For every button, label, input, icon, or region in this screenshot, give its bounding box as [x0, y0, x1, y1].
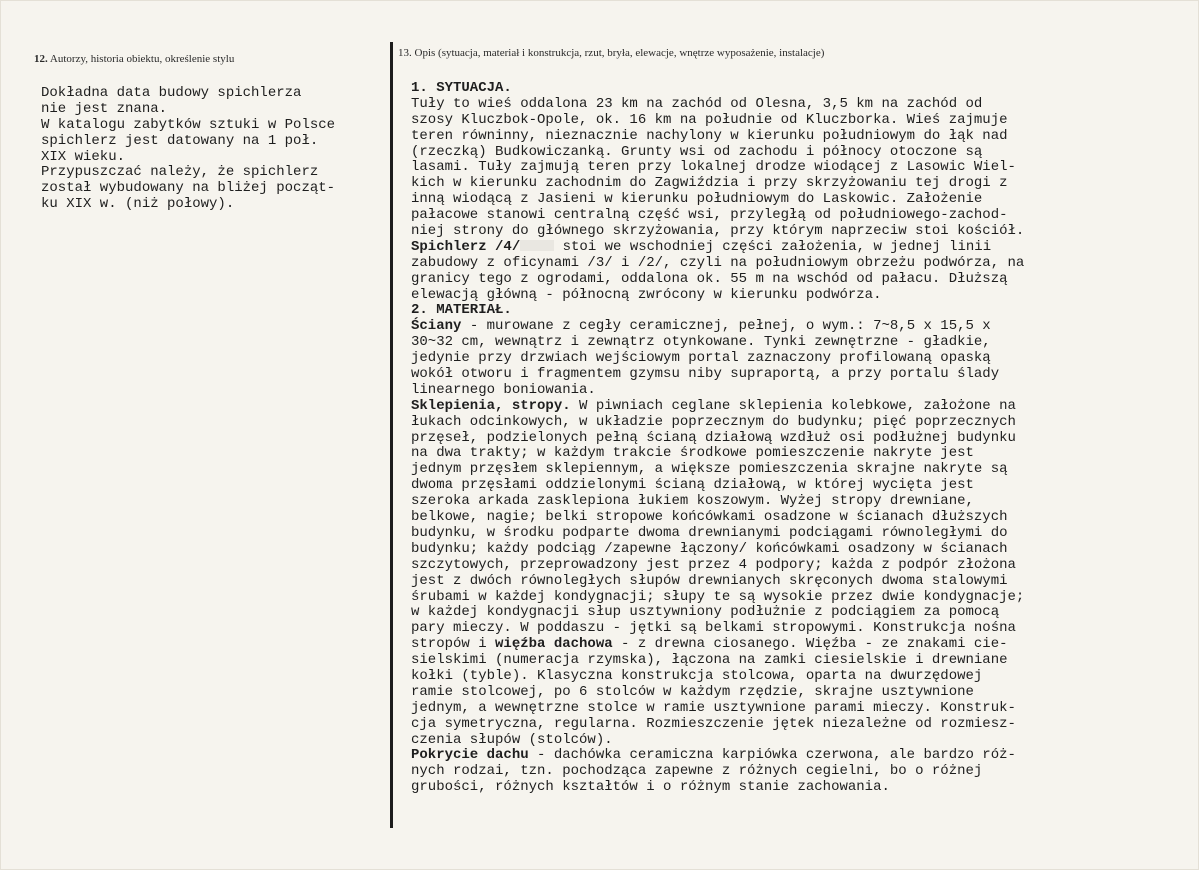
bold-heading-run: 1. SYTUACJA. [411, 80, 512, 96]
text-run: cja symetryczna, regularna. Rozmieszczenie jętek niezależne od rozmiesz- [411, 715, 1016, 732]
description-line [411, 431, 1024, 447]
text-run: 30~32 cm, wewnątrz i zewnątrz otynkowane. Tynki zewnętrzne - gładkie, [411, 334, 991, 351]
text-run: - murowane z cegły ceramicznej, pełnej, o wym.: 7~8,5 x 15,5 x [461, 318, 991, 335]
description-line [411, 240, 1024, 256]
description-line [411, 272, 1024, 288]
bold-heading-run: 2. MATERIAŁ. [411, 302, 512, 319]
description-line [411, 351, 1024, 367]
text-run: belkowe, nagie; belki stropowe końcówkami osadzone w ścianach dłuższych [411, 509, 1008, 526]
field-13-number: 13. [398, 47, 412, 59]
text-run: teren równinny, nieznacznie nachylony w kierunku południowym do łąk nad [411, 127, 1008, 144]
text-run: pary mieczy. W poddaszu - jętki są belkami stropowymi. Konstrukcja nośna [411, 620, 1016, 637]
field-13-title: Opis (sytuacja, materiał i konstrukcja, rzut, bryła, elewacje, wnętrze wyposażenie, instalacje) [414, 47, 825, 59]
description-line [411, 176, 1024, 192]
history-line: nie jest znana. [41, 100, 168, 117]
description-line [411, 256, 1024, 272]
history-line: Dokładna data budowy spichlerza [41, 85, 302, 101]
description-line [411, 605, 1024, 621]
text-run: jednym, a wewnętrzne stolce w ramie usztywnione parami mieczy. Konstruk- [411, 699, 1016, 716]
text-run: elewacją główną - północną zwrócony w kierunku podwórza. [411, 286, 882, 303]
description-line [411, 780, 1024, 796]
description-line [411, 637, 1024, 653]
text-run: lasami. Tuły zajmują teren przy lokalnej drodze wiodącej z Lasowic Wiel- [411, 159, 1016, 176]
text-run: (rzeczką) Budkowiczanką. Grunty wsi od zachodu i północy otoczone są [411, 143, 983, 160]
description-line [411, 764, 1024, 780]
text-run: stropów i [411, 636, 496, 653]
text-run: W piwniach ceglane sklepienia kolebkowe, założone na [570, 397, 1016, 414]
text-run: Tuły to wieś oddalona 23 km na zachód od Olesna, 3,5 km na zachód od [411, 95, 983, 112]
text-run: inną wiodącą z Jasieni w kierunku południowym do Laskowic. Założenie [411, 191, 983, 208]
history-line: XIX wieku. [41, 148, 126, 165]
history-line: ku XIX w. (niż połowy). [41, 196, 235, 213]
description-line [411, 319, 1024, 335]
text-run: budynku; każdy podciąg /zapewne łączony/ końcówkami osadzony w ścianach [411, 540, 1008, 557]
text-run: stoi we wschodniej części założenia, w jednej linii [554, 238, 992, 255]
bold-heading-run: więźba dachowa [495, 636, 613, 653]
text-run: wokół otworu i fragmentem gzymsu niby supraportą, a przy portalu ślady [411, 366, 1000, 383]
description-line [411, 748, 1024, 764]
description-text [411, 81, 1024, 796]
history-text [41, 86, 335, 213]
field-13-label [398, 47, 824, 59]
bold-heading-run: Pokrycie dachu [411, 747, 529, 764]
column-divider [390, 42, 393, 828]
description-line [411, 192, 1024, 208]
text-run: czenia słupów (stolców). [411, 731, 613, 748]
description-line [411, 288, 1024, 304]
history-line: spichlerz jest datowany na 1 poł. [41, 132, 319, 149]
description-line [411, 621, 1024, 637]
description-line [411, 145, 1024, 161]
text-run: jest z dwóch równoległych słupów drewnianych skręconych dwoma stalowymi [411, 572, 1008, 589]
text-run: szeroka arkada zasklepiona łukiem koszowym. Wyżej stropy drewniane, [411, 493, 974, 510]
description-line [411, 383, 1024, 399]
description-line [411, 462, 1024, 478]
text-run: nych rodzai, tzn. pochodząca zapewne z różnych cegielni, bo o różnej [411, 763, 983, 780]
description-line [411, 717, 1024, 733]
text-run: grubości, różnych kształtów i o różnym stanie zachowania. [411, 779, 890, 796]
field-12-title: Autorzy, historia obiektu, określenie stylu [49, 53, 235, 65]
description-line [411, 129, 1024, 145]
text-run: szosy Kluczbok-Opole, ok. 16 km na południe od Kluczborka. Wieś zajmuje [411, 111, 1008, 128]
text-run: budynku, w środku podparte dwoma drewnianymi podciągami równoległymi do [411, 524, 1008, 541]
text-run: - dachówka ceramiczna karpiówka czerwona, ale bardzo róż- [528, 747, 1016, 764]
text-run: granicy tego z ogrodami, oddalona ok. 55 m na wschód od pałacu. Dłuższą [411, 270, 1008, 287]
text-run: linearnego boniowania. [411, 381, 596, 398]
description-line [411, 701, 1024, 717]
text-run: pałacowe stanowi centralną część wsi, przyległą od południowego-zachod- [411, 207, 1008, 224]
text-run: łukach odcinkowych, w układzie poprzecznym do budynku; pięć poprzecznych [411, 413, 1016, 430]
field-12-number: 12. [34, 53, 48, 65]
bold-heading-run: Ściany [411, 318, 462, 335]
text-run: kołki (tyble). Klasyczna konstrukcja stolcowa, oparta na dwurzędowej [411, 667, 983, 684]
text-run: dwoma przęsłami oddzielonymi ścianą działową, w której wycięta jest [411, 477, 974, 494]
description-line [411, 653, 1024, 669]
text-run: na dwa trakty; w każdym trakcie środkowe pomieszczenie nakryte jest [411, 445, 974, 462]
description-line [411, 478, 1024, 494]
description-line [411, 494, 1024, 510]
text-run: przęseł, podzielonych pełną ścianą działową wzdłuż osi podłużnej budynku [411, 429, 1016, 446]
description-line [411, 367, 1024, 383]
description-line [411, 669, 1024, 685]
description-line [411, 160, 1024, 176]
bold-heading-run: Spichlerz /4/ [411, 238, 521, 255]
bold-heading-run: Sklepienia, stropy. [411, 397, 571, 414]
description-line [411, 733, 1024, 749]
description-line [411, 113, 1024, 129]
description-line [411, 415, 1024, 431]
text-run: sielskimi (numeracja rzymska), łączona na zamki ciesielskie i drewniane [411, 652, 1008, 669]
description-line [411, 526, 1024, 542]
description-line [411, 224, 1024, 240]
description-line [411, 81, 1024, 97]
text-run: śrubami w każdej kondygnacji; słupy te są wysokie przez dwie kondygnacje; [411, 588, 1025, 605]
description-line [411, 97, 1024, 113]
description-line [411, 208, 1024, 224]
text-run: - z drewna ciosanego. Więźba - ze znakami cie- [612, 636, 1008, 653]
text-run: zabudowy z oficynami /3/ i /2/, czyli na południowym obrzeżu podwórza, na [411, 254, 1025, 271]
description-line [411, 335, 1024, 351]
text-run: ramie stolcowej, po 6 stolców w każdym rzędzie, skrajne usztywnione [411, 683, 974, 700]
history-line: został wybudowany na bliżej począt- [41, 180, 336, 197]
description-line [411, 446, 1024, 462]
text-run: kich w kierunku zachodnim do Zagwiździa i przy skrzyżowaniu tej drogi z [411, 175, 1008, 192]
field-12-label [34, 53, 234, 65]
description-line [411, 542, 1024, 558]
description-line [411, 590, 1024, 606]
description-line [411, 558, 1024, 574]
text-run: jednym przęsłem sklepiennym, a większe pomieszczenia skrajne nakryte są [411, 461, 1008, 478]
text-run: niej strony do głównego skrzyżowania, przy którym naprzeciw stoi kościół. [411, 223, 1025, 240]
description-line [411, 685, 1024, 701]
redaction-mark [520, 240, 554, 251]
description-line [411, 510, 1024, 526]
description-line [411, 399, 1024, 415]
description-line [411, 303, 1024, 319]
history-line: W katalogu zabytków sztuki w Polsce [41, 116, 336, 133]
history-line: Przypuszczać należy, że spichlerz [41, 164, 319, 181]
text-run: szczytowych, przeprowadzony jest przez 4 podpory; każda z podpór złożona [411, 556, 1016, 573]
text-run: w każdej kondygnacji słup usztywniony podłużnie z podciągiem za pomocą [411, 604, 1000, 621]
text-run: jedynie przy drzwiach wejściowym portal zaznaczony profilowaną opaską [411, 350, 991, 367]
description-line [411, 574, 1024, 590]
